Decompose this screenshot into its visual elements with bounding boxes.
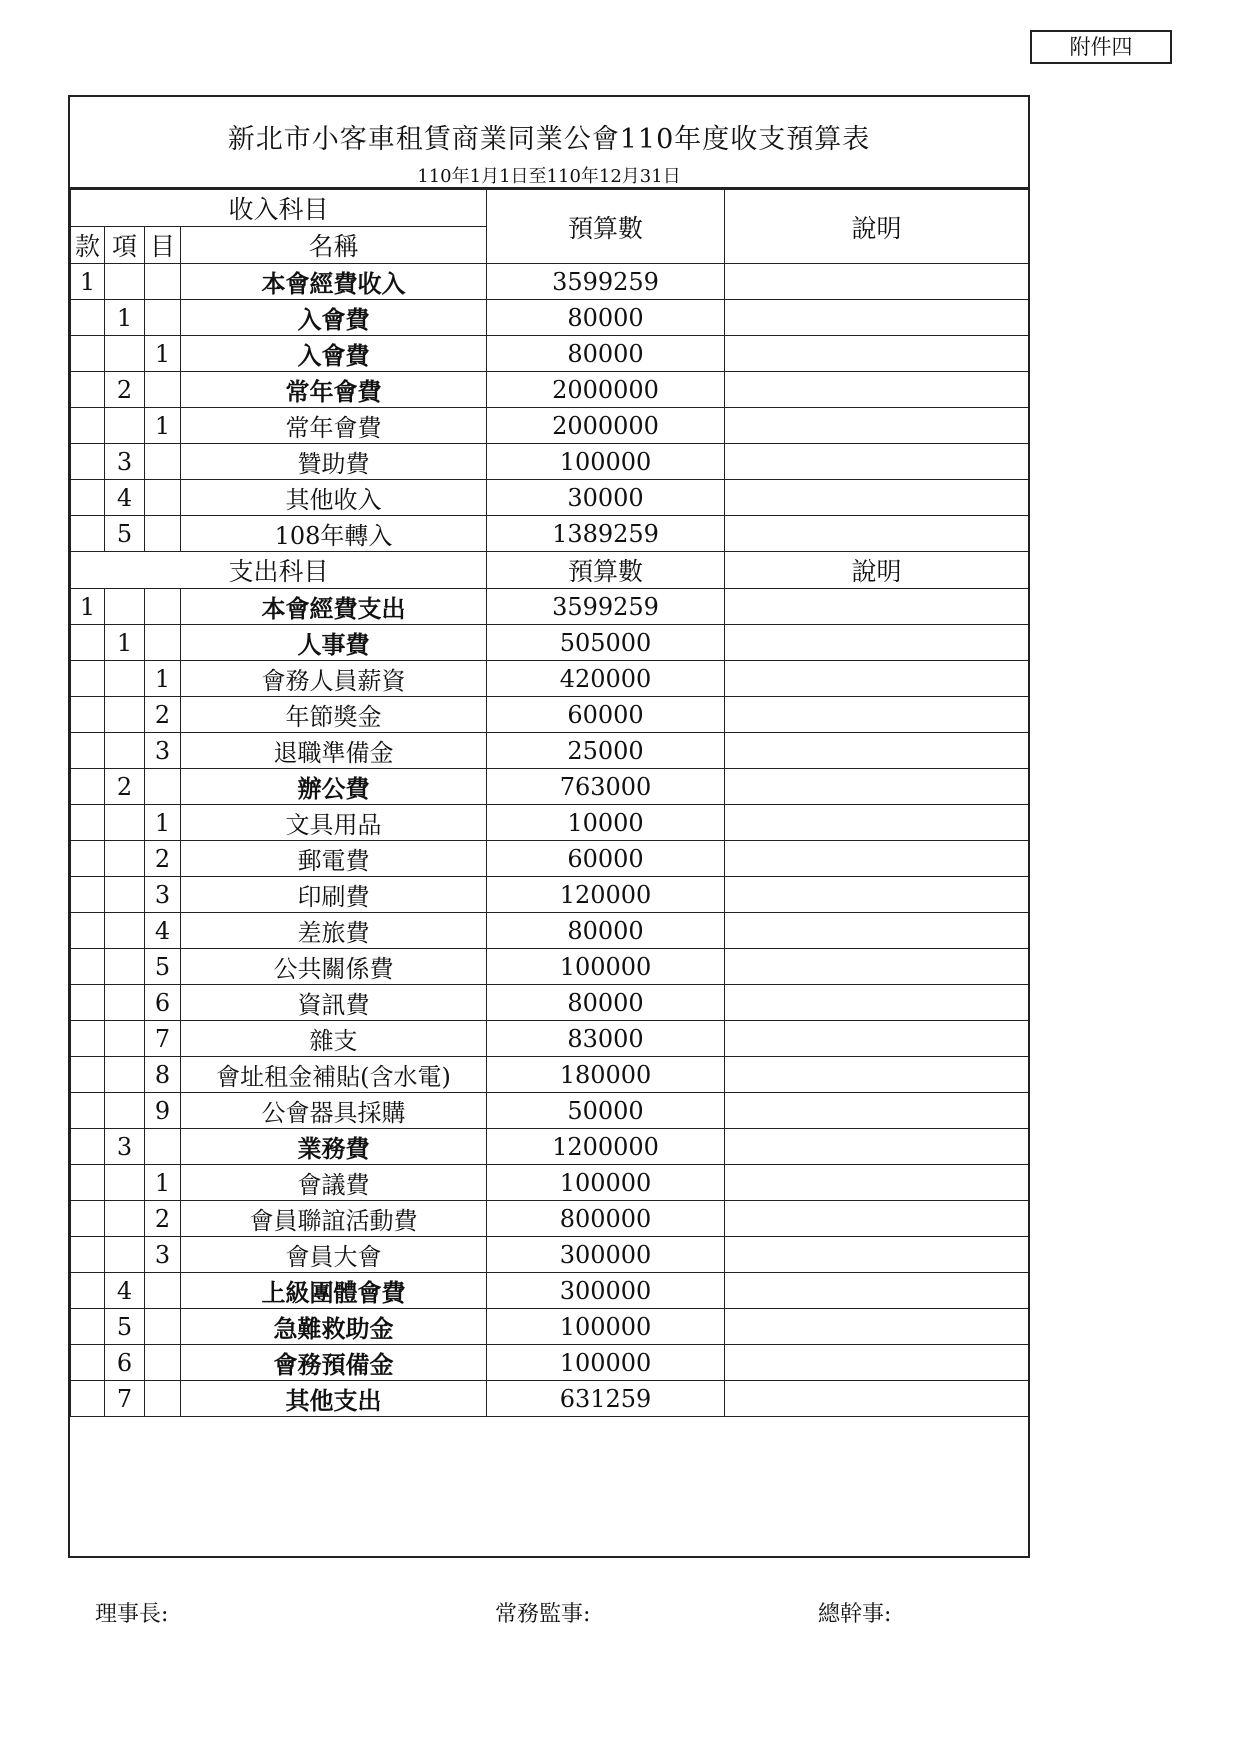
- expense-mu-cell: [145, 1381, 181, 1417]
- expense-kuan-cell: [71, 733, 105, 769]
- expense-xiang-cell: [105, 805, 145, 841]
- income-name-cell: 108年轉入: [181, 516, 487, 552]
- expense-budget-cell: 1200000: [487, 1129, 725, 1165]
- expense-header-row: [71, 552, 1029, 589]
- expense-xiang-cell: [105, 661, 145, 697]
- expense-note-cell: [725, 589, 1029, 625]
- income-row: [71, 264, 1029, 300]
- expense-budget-header: 預算數: [487, 552, 725, 589]
- income-budget-cell: 80000: [487, 300, 725, 336]
- expense-xiang-cell: [105, 1237, 145, 1273]
- expense-note-header: 說明: [725, 552, 1029, 589]
- income-mu-cell: 1: [145, 408, 181, 444]
- expense-name-cell: 會員大會: [181, 1237, 487, 1273]
- income-name-cell: 常年會費: [181, 408, 487, 444]
- expense-budget-cell: 505000: [487, 625, 725, 661]
- income-note-cell: [725, 480, 1029, 516]
- expense-mu-cell: [145, 1273, 181, 1309]
- income-name-cell: 入會費: [181, 300, 487, 336]
- expense-mu-cell: [145, 769, 181, 805]
- expense-xiang-cell: 1: [105, 625, 145, 661]
- income-note-cell: [725, 516, 1029, 552]
- income-note-cell: [725, 300, 1029, 336]
- expense-budget-cell: 80000: [487, 985, 725, 1021]
- expense-budget-cell: 3599259: [487, 589, 725, 625]
- expense-kuan-cell: [71, 661, 105, 697]
- expense-kuan-cell: [71, 1201, 105, 1237]
- table-period: 110年1月1日至110年12月31日: [417, 166, 681, 187]
- income-mu-cell: [145, 480, 181, 516]
- expense-kuan-cell: [71, 1237, 105, 1273]
- expense-kuan-cell: [71, 1021, 105, 1057]
- expense-row: [71, 805, 1029, 841]
- budget-table-frame: [68, 95, 1030, 1558]
- expense-name-cell: 辦公費: [181, 769, 487, 805]
- expense-row: [71, 1093, 1029, 1129]
- expense-note-cell: [725, 877, 1029, 913]
- expense-kuan-cell: [71, 1309, 105, 1345]
- expense-mu-cell: 2: [145, 1201, 181, 1237]
- expense-mu-cell: [145, 1309, 181, 1345]
- income-name-cell: 入會費: [181, 336, 487, 372]
- expense-mu-cell: 3: [145, 1237, 181, 1273]
- expense-xiang-cell: 7: [105, 1381, 145, 1417]
- expense-budget-cell: 180000: [487, 1057, 725, 1093]
- expense-kuan-cell: [71, 1345, 105, 1381]
- expense-name-cell: 退職準備金: [181, 733, 487, 769]
- expense-row: [71, 949, 1029, 985]
- expense-note-cell: [725, 661, 1029, 697]
- expense-note-cell: [725, 625, 1029, 661]
- income-xiang-cell: 1: [105, 300, 145, 336]
- expense-budget-cell: 420000: [487, 661, 725, 697]
- expense-note-cell: [725, 1021, 1029, 1057]
- expense-row: [71, 661, 1029, 697]
- expense-budget-cell: 83000: [487, 1021, 725, 1057]
- expense-mu-cell: 9: [145, 1093, 181, 1129]
- expense-kuan-cell: 1: [71, 589, 105, 625]
- expense-name-cell: 郵電費: [181, 841, 487, 877]
- expense-mu-cell: 7: [145, 1021, 181, 1057]
- income-budget-cell: 80000: [487, 336, 725, 372]
- expense-row: [71, 913, 1029, 949]
- income-header-row-1: [71, 190, 1029, 227]
- expense-row: [71, 1309, 1029, 1345]
- expense-note-cell: [725, 1309, 1029, 1345]
- expense-name-cell: 公會器具採購: [181, 1093, 487, 1129]
- secretary-signature: 總幹事:: [818, 1602, 892, 1627]
- income-budget-cell: 100000: [487, 444, 725, 480]
- expense-kuan-cell: [71, 625, 105, 661]
- expense-name-cell: 其他支出: [181, 1381, 487, 1417]
- expense-note-cell: [725, 1129, 1029, 1165]
- income-kuan-cell: [71, 480, 105, 516]
- income-xiang-cell: 3: [105, 444, 145, 480]
- expense-mu-cell: [145, 589, 181, 625]
- expense-xiang-cell: [105, 985, 145, 1021]
- expense-name-cell: 雜支: [181, 1021, 487, 1057]
- expense-kuan-cell: [71, 697, 105, 733]
- expense-note-cell: [725, 697, 1029, 733]
- income-xiang-cell: 4: [105, 480, 145, 516]
- expense-mu-cell: 2: [145, 841, 181, 877]
- income-budget-cell: 3599259: [487, 264, 725, 300]
- expense-note-cell: [725, 1381, 1029, 1417]
- income-kuan-cell: [71, 444, 105, 480]
- income-mu-cell: 1: [145, 336, 181, 372]
- expense-kuan-cell: [71, 949, 105, 985]
- expense-kuan-cell: [71, 1273, 105, 1309]
- expense-mu-cell: 4: [145, 913, 181, 949]
- expense-name-cell: 上級團體會費: [181, 1273, 487, 1309]
- expense-row: [71, 1273, 1029, 1309]
- expense-kuan-cell: [71, 841, 105, 877]
- expense-budget-cell: 80000: [487, 913, 725, 949]
- expense-row: [71, 1381, 1029, 1417]
- expense-row: [71, 1345, 1029, 1381]
- expense-row: [71, 769, 1029, 805]
- income-mu-cell: [145, 300, 181, 336]
- expense-mu-cell: 3: [145, 733, 181, 769]
- expense-name-cell: 業務費: [181, 1129, 487, 1165]
- expense-kuan-cell: [71, 1129, 105, 1165]
- expense-name-cell: 會務預備金: [181, 1345, 487, 1381]
- expense-xiang-cell: 4: [105, 1273, 145, 1309]
- expense-name-cell: 公共關係費: [181, 949, 487, 985]
- income-note-header: 說明: [725, 190, 1029, 264]
- expense-mu-cell: 3: [145, 877, 181, 913]
- income-xiang-cell: [105, 264, 145, 300]
- expense-xiang-cell: 3: [105, 1129, 145, 1165]
- income-kuan-cell: [71, 516, 105, 552]
- expense-xiang-cell: [105, 1093, 145, 1129]
- expense-budget-cell: 631259: [487, 1381, 725, 1417]
- expense-kuan-cell: [71, 1165, 105, 1201]
- income-budget-cell: 2000000: [487, 372, 725, 408]
- expense-kuan-cell: [71, 985, 105, 1021]
- expense-name-cell: 資訊費: [181, 985, 487, 1021]
- expense-note-cell: [725, 913, 1029, 949]
- mu-header: 目: [145, 227, 181, 264]
- chairman-signature: 理事長:: [95, 1602, 169, 1627]
- expense-xiang-cell: [105, 1201, 145, 1237]
- expense-kuan-cell: [71, 769, 105, 805]
- income-row: [71, 516, 1029, 552]
- expense-budget-cell: 300000: [487, 1273, 725, 1309]
- expense-name-cell: 人事費: [181, 625, 487, 661]
- expense-budget-cell: 10000: [487, 805, 725, 841]
- expense-row: [71, 1129, 1029, 1165]
- expense-budget-cell: 120000: [487, 877, 725, 913]
- expense-mu-cell: 1: [145, 805, 181, 841]
- income-name-cell: 贊助費: [181, 444, 487, 480]
- income-budget-cell: 1389259: [487, 516, 725, 552]
- income-budget-header: 預算數: [487, 190, 725, 264]
- expense-mu-cell: 2: [145, 697, 181, 733]
- expense-budget-cell: 800000: [487, 1201, 725, 1237]
- expense-xiang-cell: [105, 1057, 145, 1093]
- expense-xiang-cell: [105, 913, 145, 949]
- expense-budget-cell: 763000: [487, 769, 725, 805]
- expense-name-cell: 會址租金補貼(含水電): [181, 1057, 487, 1093]
- income-mu-cell: [145, 516, 181, 552]
- income-name-cell: 本會經費收入: [181, 264, 487, 300]
- income-subject-header: 收入科目: [71, 190, 487, 227]
- expense-row: [71, 697, 1029, 733]
- income-row: [71, 372, 1029, 408]
- expense-kuan-cell: [71, 1057, 105, 1093]
- expense-note-cell: [725, 841, 1029, 877]
- expense-note-cell: [725, 733, 1029, 769]
- expense-xiang-cell: 5: [105, 1309, 145, 1345]
- expense-note-cell: [725, 1165, 1029, 1201]
- expense-mu-cell: 6: [145, 985, 181, 1021]
- expense-name-cell: 會員聯誼活動費: [181, 1201, 487, 1237]
- budget-table: [70, 189, 1029, 1417]
- expense-budget-cell: 50000: [487, 1093, 725, 1129]
- income-mu-cell: [145, 444, 181, 480]
- table-title: 新北市小客車租賃商業同業公會110年度收支預算表: [227, 124, 871, 155]
- income-name-cell: 其他收入: [181, 480, 487, 516]
- income-row: [71, 408, 1029, 444]
- income-kuan-cell: [71, 336, 105, 372]
- expense-xiang-cell: [105, 1021, 145, 1057]
- expense-name-cell: 會議費: [181, 1165, 487, 1201]
- expense-budget-cell: 100000: [487, 949, 725, 985]
- expense-budget-cell: 100000: [487, 1345, 725, 1381]
- kuan-header: 款: [71, 227, 105, 264]
- expense-name-cell: 會務人員薪資: [181, 661, 487, 697]
- expense-kuan-cell: [71, 1381, 105, 1417]
- income-row: [71, 336, 1029, 372]
- income-row: [71, 300, 1029, 336]
- expense-row: [71, 1165, 1029, 1201]
- expense-xiang-cell: [105, 733, 145, 769]
- expense-budget-cell: 300000: [487, 1237, 725, 1273]
- expense-mu-cell: 8: [145, 1057, 181, 1093]
- expense-name-cell: 急難救助金: [181, 1309, 487, 1345]
- expense-xiang-cell: [105, 589, 145, 625]
- income-mu-cell: [145, 264, 181, 300]
- income-budget-cell: 2000000: [487, 408, 725, 444]
- expense-xiang-cell: [105, 1165, 145, 1201]
- income-kuan-cell: [71, 408, 105, 444]
- expense-budget-cell: 60000: [487, 697, 725, 733]
- name-header: 名稱: [181, 227, 487, 264]
- income-note-cell: [725, 408, 1029, 444]
- table-title-block: [70, 97, 1028, 189]
- income-name-cell: 常年會費: [181, 372, 487, 408]
- expense-kuan-cell: [71, 1093, 105, 1129]
- income-xiang-cell: 5: [105, 516, 145, 552]
- expense-name-cell: 本會經費支出: [181, 589, 487, 625]
- expense-budget-cell: 25000: [487, 733, 725, 769]
- expense-xiang-cell: 2: [105, 769, 145, 805]
- income-budget-cell: 30000: [487, 480, 725, 516]
- expense-row: [71, 733, 1029, 769]
- expense-row: [71, 1021, 1029, 1057]
- income-mu-cell: [145, 372, 181, 408]
- expense-subject-header: 支出科目: [71, 552, 487, 589]
- expense-row: [71, 1237, 1029, 1273]
- income-note-cell: [725, 372, 1029, 408]
- income-xiang-cell: 2: [105, 372, 145, 408]
- income-xiang-cell: [105, 408, 145, 444]
- expense-mu-cell: [145, 1129, 181, 1165]
- expense-note-cell: [725, 1345, 1029, 1381]
- expense-row: [71, 985, 1029, 1021]
- expense-note-cell: [725, 1273, 1029, 1309]
- income-xiang-cell: [105, 336, 145, 372]
- expense-mu-cell: [145, 625, 181, 661]
- income-kuan-cell: 1: [71, 264, 105, 300]
- expense-note-cell: [725, 985, 1029, 1021]
- expense-note-cell: [725, 1237, 1029, 1273]
- income-kuan-cell: [71, 300, 105, 336]
- expense-budget-cell: 100000: [487, 1309, 725, 1345]
- expense-name-cell: 印刷費: [181, 877, 487, 913]
- expense-note-cell: [725, 1093, 1029, 1129]
- expense-mu-cell: [145, 1345, 181, 1381]
- expense-xiang-cell: 6: [105, 1345, 145, 1381]
- expense-xiang-cell: [105, 697, 145, 733]
- expense-kuan-cell: [71, 877, 105, 913]
- expense-row: [71, 1201, 1029, 1237]
- expense-row: [71, 877, 1029, 913]
- income-row: [71, 480, 1029, 516]
- expense-name-cell: 文具用品: [181, 805, 487, 841]
- income-note-cell: [725, 264, 1029, 300]
- expense-mu-cell: 1: [145, 1165, 181, 1201]
- income-kuan-cell: [71, 372, 105, 408]
- expense-row: [71, 625, 1029, 661]
- expense-mu-cell: 1: [145, 661, 181, 697]
- expense-budget-cell: 100000: [487, 1165, 725, 1201]
- income-note-cell: [725, 336, 1029, 372]
- expense-note-cell: [725, 1057, 1029, 1093]
- income-row: [71, 444, 1029, 480]
- expense-xiang-cell: [105, 949, 145, 985]
- xiang-header: 項: [105, 227, 145, 264]
- expense-budget-cell: 60000: [487, 841, 725, 877]
- expense-note-cell: [725, 1201, 1029, 1237]
- expense-mu-cell: 5: [145, 949, 181, 985]
- expense-name-cell: 年節獎金: [181, 697, 487, 733]
- expense-row: [71, 589, 1029, 625]
- expense-row: [71, 841, 1029, 877]
- expense-note-cell: [725, 769, 1029, 805]
- expense-name-cell: 差旅費: [181, 913, 487, 949]
- expense-row: [71, 1057, 1029, 1093]
- supervisor-signature: 常務監事:: [495, 1602, 591, 1627]
- expense-note-cell: [725, 805, 1029, 841]
- expense-xiang-cell: [105, 841, 145, 877]
- attachment-label: 附件四: [1030, 30, 1172, 64]
- budget-table-body: [71, 190, 1029, 1417]
- income-note-cell: [725, 444, 1029, 480]
- expense-kuan-cell: [71, 913, 105, 949]
- expense-kuan-cell: [71, 805, 105, 841]
- expense-xiang-cell: [105, 877, 145, 913]
- expense-note-cell: [725, 949, 1029, 985]
